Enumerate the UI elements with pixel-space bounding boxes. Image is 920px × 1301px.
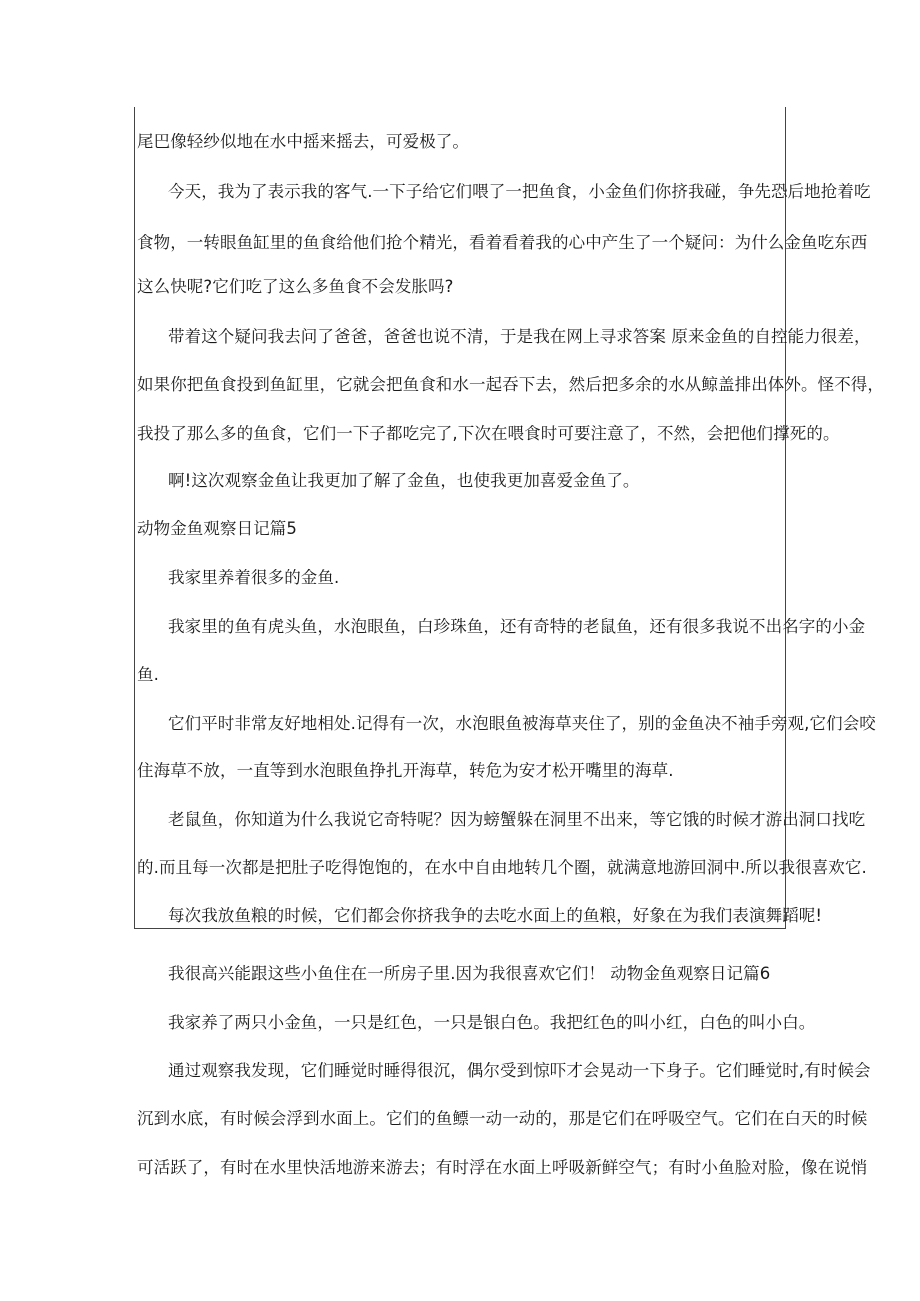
text-line: 通过观察我发现，它们睡觉时睡得很沉，偶尔受到惊吓才会晃动一下身子。它们睡觉时,有时候会 [168, 1061, 871, 1080]
text-line: 食物，一转眼鱼缸里的鱼食给他们抢个精光，看着看着我的心中产生了一个疑问：为什么金鱼吃东西 [137, 233, 868, 252]
text-line: 今天，我为了表示我的客气.一下子给它们喂了一把鱼食，小金鱼们你挤我碰，争先恐后地抢着吃 [168, 182, 871, 201]
text-line: 我很高兴能跟这些小鱼住在一所房子里.因为我很喜欢它们！ 动物金鱼观察日记篇6 [168, 964, 771, 983]
text-line: 啊!这次观察金鱼让我更加了解了金鱼，也使我更加喜爱金鱼了。 [168, 471, 640, 490]
text-line: 鱼. [137, 665, 159, 684]
text-line: 这么快呢?它们吃了这么多鱼食不会发胀吗? [137, 277, 454, 296]
text-line: 沉到水底，有时候会浮到水面上。它们的鱼鳔一动一动的，那是它们在呼吸空气。它们在白天的时候 [137, 1109, 868, 1128]
text-line: 我家养了两只小金鱼，一只是红色，一只是银白色。我把红色的叫小红，白色的叫小白。 [168, 1013, 816, 1032]
text-line: 老鼠鱼，你知道为什么我说它奇特呢？因为螃蟹躲在洞里不出来，等它饿的时候才游出洞口找吃 [168, 810, 866, 829]
text-line: 我家里养着很多的金鱼. [168, 568, 340, 587]
text-line: 可活跃了，有时在水里快活地游来游去；有时浮在水面上呼吸新鲜空气；有时小鱼脸对脸，像在说悄 [137, 1158, 868, 1177]
text-line: 它们平时非常友好地相处.记得有一次，水泡眼鱼被海草夹住了，别的金鱼决不袖手旁观,它们会咬 [168, 714, 876, 733]
text-line: 带着这个疑问我去问了爸爸，爸爸也说不清，于是我在网上寻求答案 原来金鱼的自控能力很差， [168, 327, 871, 346]
text-line: 我家里的鱼有虎头鱼，水泡眼鱼，白珍珠鱼，还有奇特的老鼠鱼，还有很多我说不出名字的小金 [168, 617, 866, 636]
text-line: 的.而且每一次都是把肚子吃得饱饱的，在水中自由地转几个圈，就满意地游回洞中.所以我很喜欢它. [137, 858, 867, 877]
text-line: 如果你把鱼食投到鱼缸里，它就会把鱼食和水一起吞下去，然后把多余的水从鲸盖排出体外。怪不得， [137, 375, 884, 394]
text-line: 尾巴像轻纱似地在水中摇来摇去，可爱极了。 [137, 132, 469, 151]
text-line: 我投了那么多的鱼食，它们一下子都吃完了,下次在喂食时可要注意了，不然，会把他们撑死的。 [137, 424, 840, 443]
section-heading: 动物金鱼观察日记篇5 [137, 519, 297, 538]
text-line: 住海草不放，一直等到水泡眼鱼挣扎开海草，转危为安才松开嘴里的海草. [137, 761, 674, 780]
text-line: 每次我放鱼粮的时候，它们都会你挤我争的去吃水面上的鱼粮，好象在为我们表演舞蹈呢! [168, 906, 823, 925]
